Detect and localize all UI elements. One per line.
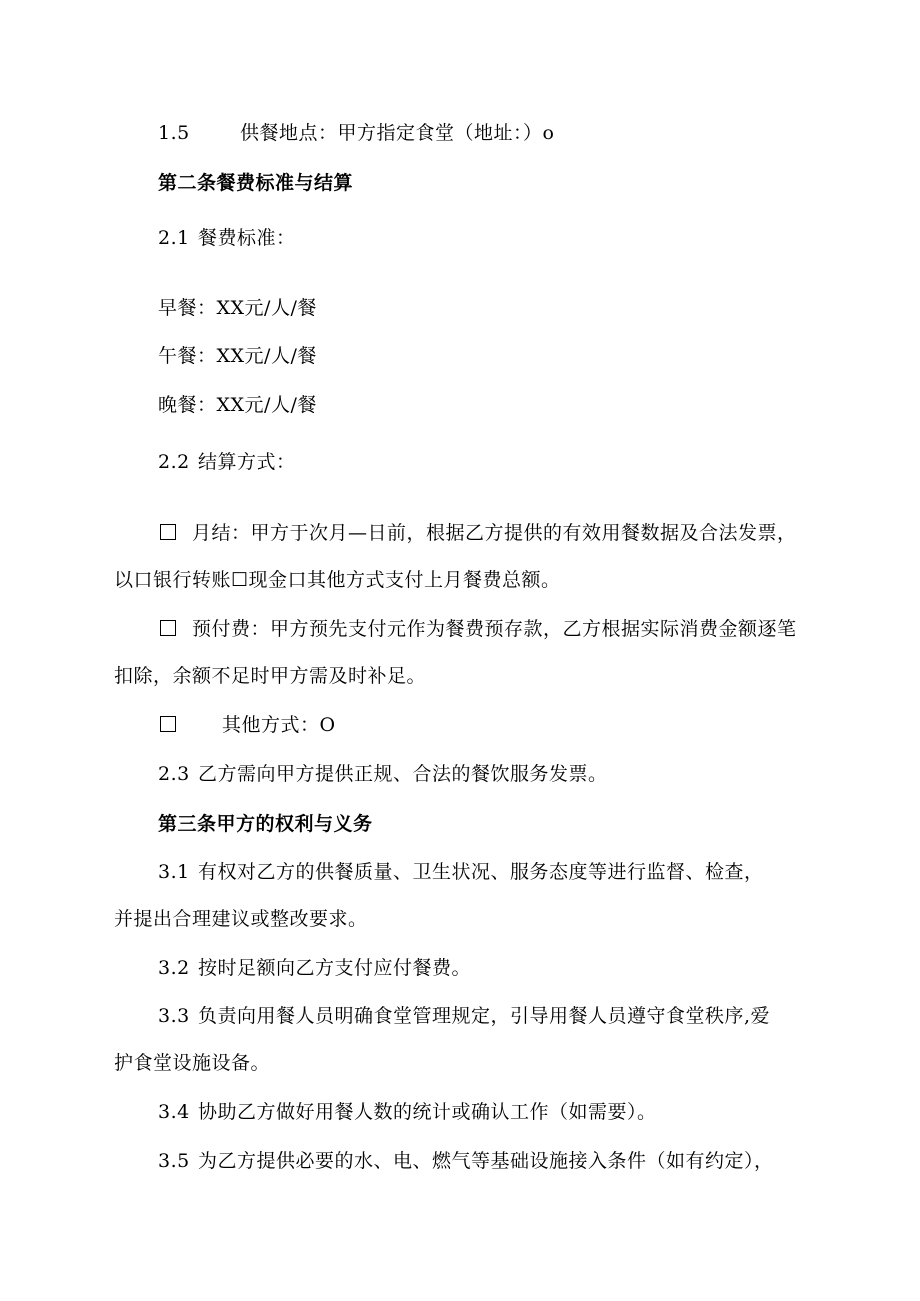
checkbox-other[interactable] (160, 716, 176, 732)
option-prepaid-line2: 扣除，余额不足时甲方需及时补足。 (114, 665, 427, 687)
clause-text: 餐费标准： (198, 227, 296, 249)
clause-number: 3.2 (158, 957, 190, 979)
option-prepaid-text: 预付费：甲方预先支付元作为餐费预存款，乙方根据实际消费金额逐笔 (192, 618, 797, 640)
clause-number: 3.4 (158, 1101, 190, 1123)
clause-text: 有权对乙方的供餐质量、卫生状况、服务态度等进行监督、检查， (198, 861, 764, 883)
clause-text: 协助乙方做好用餐人数的统计或确认工作（如需要）。 (198, 1101, 657, 1123)
clause-text: 乙方需向甲方提供正规、合法的餐饮服务发票。 (198, 763, 608, 785)
clause-text: 供餐地点：甲方指定食堂（地址：）o (240, 122, 555, 144)
clause-3-4 (158, 1100, 657, 1124)
clause-number: 2.2 (158, 451, 190, 473)
option-other-text: 其他方式：O (222, 714, 336, 736)
option-monthly-text: 月结：甲方于次月—日前，根据乙方提供的有效用餐数据及合法发票， (192, 522, 797, 544)
option-monthly-line1 (160, 521, 797, 545)
option-other (160, 713, 336, 737)
section-3-heading: 第三条甲方的权利与义务 (158, 813, 373, 835)
clause-2-1 (158, 226, 296, 250)
checkbox-monthly[interactable] (160, 524, 176, 540)
clause-text: 为乙方提供必要的水、电、燃气等基础设施接入条件（如有约定）， (198, 1150, 774, 1172)
clause-number: 2.1 (158, 227, 190, 249)
clause-text: 按时足额向乙方支付应付餐费。 (198, 957, 472, 979)
clause-number: 3.3 (158, 1005, 190, 1027)
clause-3-2 (158, 956, 471, 980)
clause-3-3-line2: 护食堂设施设备。 (114, 1052, 271, 1074)
clause-text: 结算方式： (198, 451, 296, 473)
clause-3-5 (158, 1149, 774, 1173)
clause-number: 1.5 (158, 122, 190, 144)
clause-2-2 (158, 450, 296, 474)
breakfast-price: 早餐：XX元/人/餐 (158, 297, 317, 319)
clause-3-1-line2: 并提出合理建议或整改要求。 (114, 908, 368, 930)
clause-3-3-line1 (158, 1004, 770, 1028)
clause-text: 负责向用餐人员明确食堂管理规定，引导用餐人员遵守食堂秩序,爱 (198, 1005, 771, 1027)
clause-2-3 (158, 762, 608, 786)
clause-1-5 (158, 121, 554, 145)
section-2-heading: 第二条餐费标准与结算 (158, 172, 354, 194)
option-monthly-line2: 以口银行转账☐现金口其他方式支付上月餐费总额。 (114, 569, 561, 591)
option-prepaid-line1 (160, 617, 797, 641)
lunch-price: 午餐：XX元/人/餐 (158, 345, 317, 367)
checkbox-prepaid[interactable] (160, 620, 176, 636)
clause-number: 3.5 (158, 1150, 190, 1172)
clause-number: 2.3 (158, 763, 190, 785)
clause-number: 3.1 (158, 861, 190, 883)
clause-3-1-line1 (158, 860, 764, 884)
dinner-price: 晚餐：XX元/人/餐 (158, 394, 317, 416)
